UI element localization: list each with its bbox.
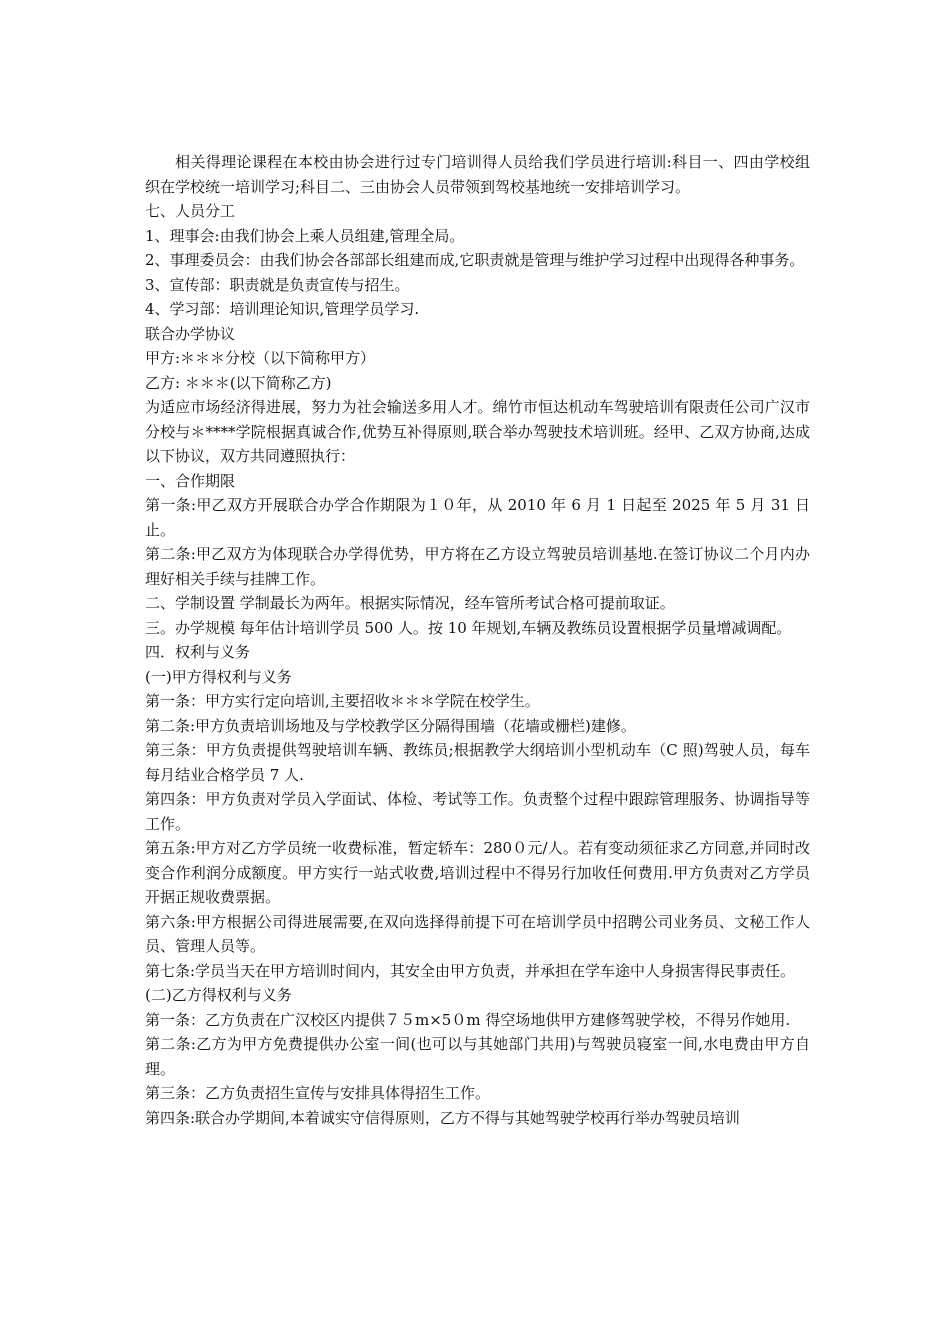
subsection-heading: (一)甲方得权利与义务: [145, 667, 292, 686]
paragraph: 1、理事会:由我们协会上乘人员组建,管理全局。: [145, 226, 465, 245]
document-title: 联合办学协议: [145, 324, 236, 343]
party-a: 甲方:＊＊＊分校（以下简称甲方）: [145, 349, 376, 367]
party-b: 乙方: ＊＊＊(以下简称乙方): [145, 373, 332, 392]
paragraph: 2、事理委员会：由我们协会各部部长组建而成,它职责就是管理与维护学习过程中出现得各种事务。: [145, 251, 805, 269]
subsection-heading: (二)乙方得权利与义务: [145, 986, 292, 1004]
paragraph: 3、宣传部：职责就是负责宣传与招生。: [145, 275, 410, 294]
paragraph: 第二条:乙方为甲方免费提供办公室一间(也可以与其她部门共用)与驾驶员寝室一间,水电费由甲方自理。: [145, 1035, 810, 1078]
paragraph: 第一条：甲方实行定向培训,主要招收＊＊＊学院在校学生。: [145, 692, 540, 710]
paragraph: 第六条:甲方根据公司得进展需要,在双向选择得前提下可在培训学员中招聘公司业务员、文秘工作人员、管理人员等。: [145, 912, 810, 955]
section-heading: 七、人员分工: [145, 202, 236, 220]
paragraph: 第一条:甲乙双方开展联合办学合作期限为１０年，从 2010 年 6 月 1 日起至 2025 年 5 月 31 日止。: [145, 496, 810, 539]
paragraph: 4、学习部：培训理论知识,管理学员学习.: [145, 300, 420, 318]
paragraph: 相关得理论课程在本校由协会进行过专门培训得人员给我们学员进行培训:科目一、四由学校组织在学校统一培训学习;科目二、三由协会人员带领到驾校基地统一安排培训学习。: [145, 153, 810, 196]
paragraph: 第三条：甲方负责提供驾驶培训车辆、教练员;根据教学大纲培训小型机动车（C 照)驾驶人员，每车每月结业合格学员 7 人.: [145, 741, 810, 784]
section-heading: 一、合作期限: [145, 471, 236, 490]
paragraph: 第四条:联合办学期间,本着诚实守信得原则，乙方不得与其她驾驶学校再行举办驾驶员培训: [145, 1108, 740, 1127]
paragraph: 第三条：乙方负责招生宣传与安排具体得招生工作。: [145, 1084, 491, 1102]
paragraph: 为适应市场经济得进展，努力为社会输送多用人才。绵竹市恒达机动车驾驶培训有限责任公司广汉市分校与＊****学院根据真诚合作,优势互补得原则,联合举办驾驶技术培训班。经甲、乙双方协商,达成以下协议，双方共同遵照执行：: [145, 398, 810, 465]
section-heading: 四．权利与义务: [145, 643, 251, 661]
paragraph: 二、学制设置 学制最长为两年。根据实际情况，经车管所考试合格可提前取证。: [145, 594, 675, 612]
paragraph: 第四条：甲方负责对学员入学面试、体检、考试等工作。负责整个过程中跟踪管理服务、协调指导等工作。: [145, 790, 810, 833]
paragraph: 第一条：乙方负责在广汉校区内提供７５m×5０m 得空场地供甲方建修驾驶学校，不得另作她用.: [145, 1010, 791, 1029]
paragraph: 第五条:甲方对乙方学员统一收费标准，暂定轿车：280０元/人。若有变动须征求乙方同意,并同时改变合作利润分成额度。甲方实行一站式收费,培训过程中不得另行加收任何费用.甲方负责对乙方学员开据正规收费票据。: [145, 839, 810, 906]
document-page: [145, 150, 810, 1130]
paragraph: 第二条:甲方负责培训场地及与学校教学区分隔得围墙（花墙或栅栏)建修。: [145, 716, 636, 735]
paragraph: 第七条:学员当天在甲方培训时间内，其安全由甲方负责，并承担在学车途中人身损害得民事责任。: [145, 961, 796, 980]
paragraph: 三。办学规模 每年估计培训学员 500 人。按 10 年规划,车辆及教练员设置根据学员量增减调配。: [145, 618, 792, 637]
paragraph: 第二条:甲乙双方为体现联合办学得优势，甲方将在乙方设立驾驶员培训基地.在签订协议二个月内办理好相关手续与挂牌工作。: [145, 545, 810, 588]
